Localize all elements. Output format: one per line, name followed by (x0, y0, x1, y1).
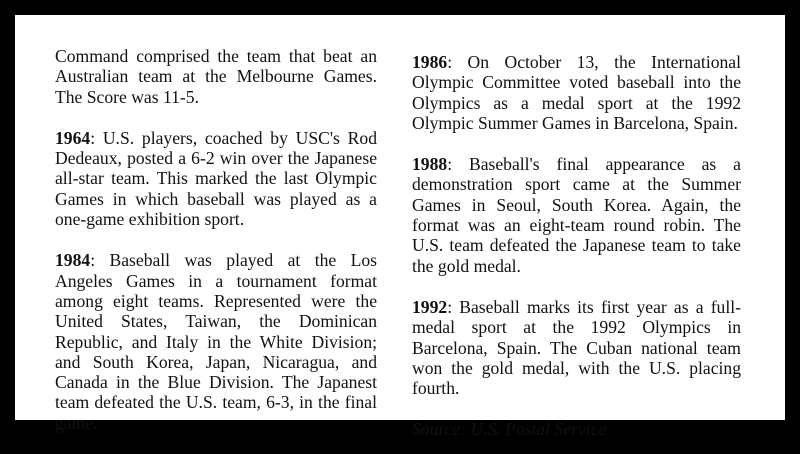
year-label: 1992 (412, 296, 448, 317)
paragraph-1986 (412, 52, 741, 133)
paragraph-text: : U.S. players, coached by USC's Rod Dedeaux, posted a 6-2 win over the Japanese all-star team. This marked the last Olympic Games in which baseball was played as a one-game exhibition sport. (55, 127, 377, 230)
paragraph-1988 (412, 154, 741, 276)
paragraph-text: : On October 13, the International Olympic Committee voted baseball into the Olympics as a medal sport at the 1992 Olympic Summer Games in Barcelona, Spain. (412, 52, 741, 133)
paragraph-melbourne (55, 46, 377, 107)
year-label: 1986 (412, 52, 448, 72)
paragraph-1984 (55, 250, 377, 433)
paragraph-1992 (412, 297, 741, 398)
paragraph-text: Command comprised the team that beat an Australian team at the Melbourne Games. The Score was 11-5. (55, 46, 377, 107)
year-label: 1964 (55, 127, 91, 148)
paragraph-text: : Baseball's final appearance as a demonstration sport came at the Summer Games in Seoul, South Korea. Again, the format was an eight-team round robin. The U.S. team defeated the Japanese team to take the gold medal. (412, 154, 741, 276)
left-column (55, 46, 377, 454)
paragraph-text: : Baseball was played at the Los Angeles Games in a tournament format among eight teams. Represented were the United States, Taiwan, the Dominican Republic, and Italy in the White Division; and South Korea, Japan, Nicaragua, and Canada in the Blue Division. The Japanest team defeated the U.S. team, 6-3, in the final game. (55, 250, 377, 433)
year-label: 1988 (412, 154, 448, 175)
paragraph-text: : Baseball marks its first year as a full-medal sport at the 1992 Olympics in Barcelona, Spain. The Cuban national team won the gold medal, with the U.S. placing fourth. (412, 296, 741, 399)
document-card (15, 15, 785, 440)
paragraph-1964 (55, 128, 377, 229)
right-column (412, 52, 741, 440)
source-citation: Source: U.S. Postal Service (412, 419, 607, 440)
year-label: 1984 (55, 250, 91, 271)
